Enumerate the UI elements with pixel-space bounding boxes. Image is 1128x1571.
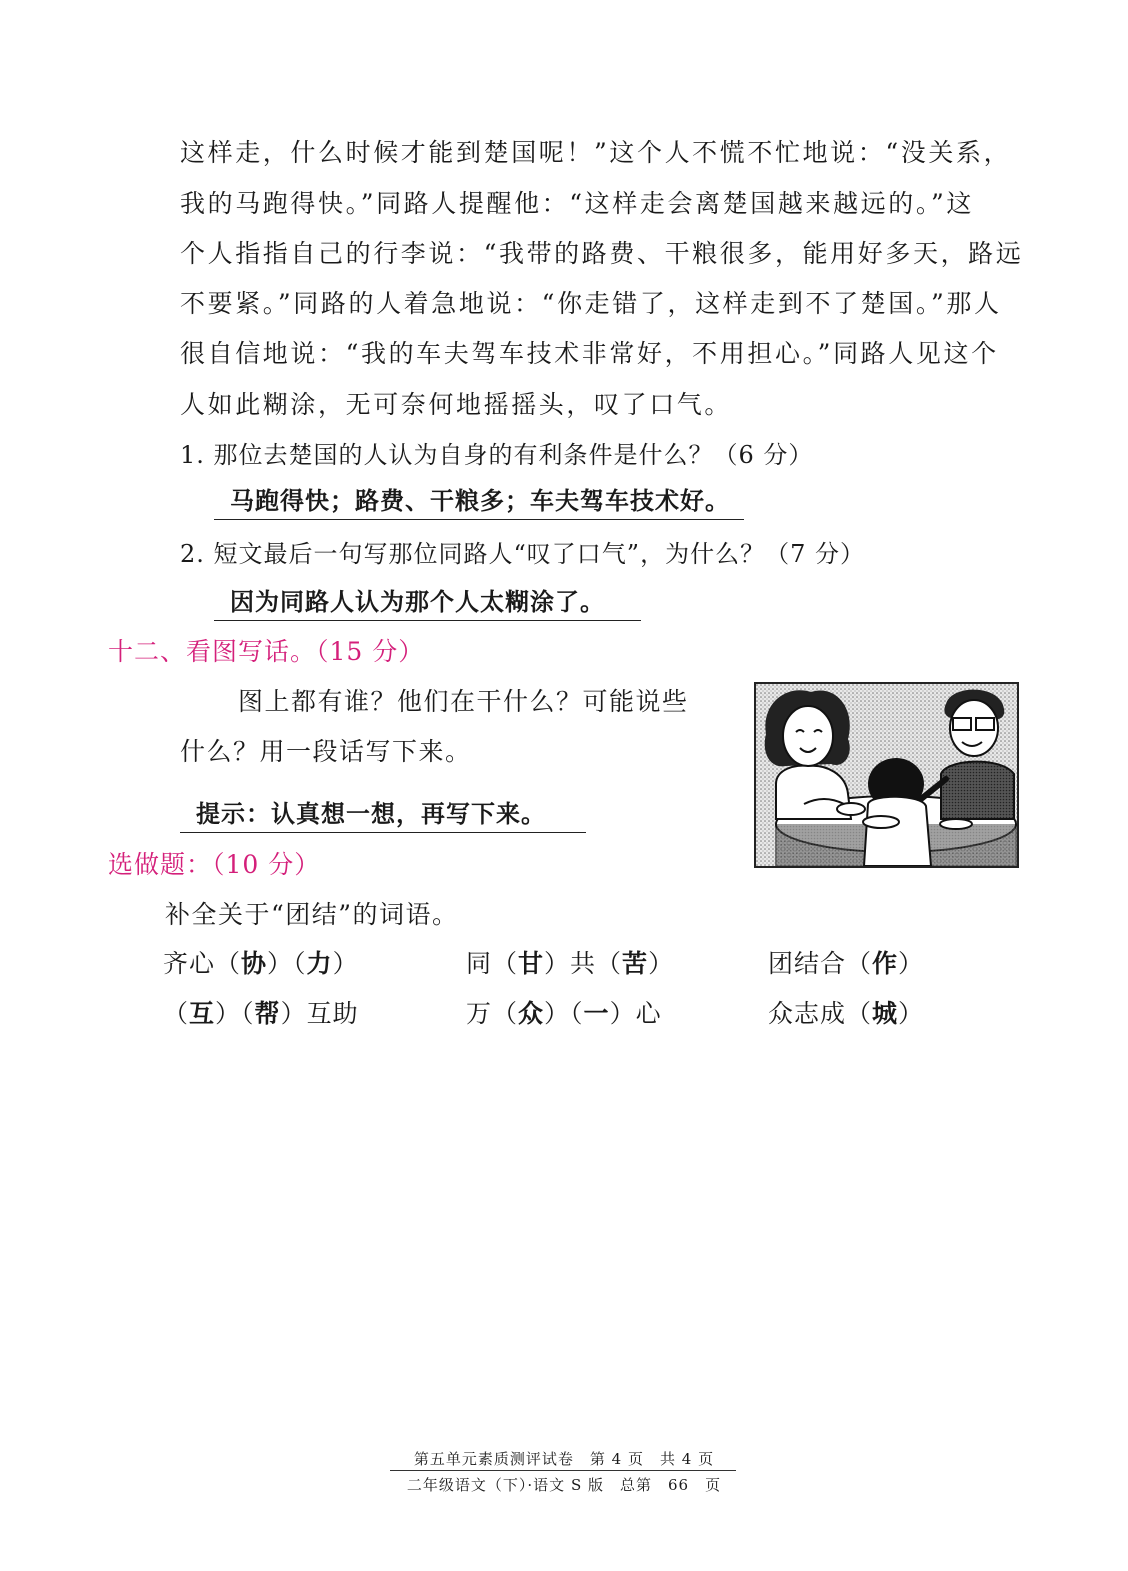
idiom-middle: ）（: [215, 999, 255, 1028]
idiom-prefix: 团结合（: [768, 949, 873, 978]
idiom-prefix: 众志成（: [768, 999, 873, 1028]
idiom-row2-1: [163, 994, 359, 1030]
family-meal-drawing: [756, 684, 1017, 866]
question-2: 2. 短文最后一句写那位同路人“叹了口气”，为什么？（7 分）: [180, 540, 865, 568]
section-12-heading: 十二、看图写话。（15 分）: [108, 637, 425, 666]
question-1: 1. 那位去楚国的人认为自身的有利条件是什么？（6 分）: [180, 441, 814, 469]
idiom-fill: 作: [872, 949, 899, 978]
idiom-middle: ）共（: [544, 949, 623, 978]
idiom-row2-2: [466, 994, 662, 1030]
idiom-prefix: 同（: [466, 949, 519, 978]
story-line-1: 这样走，什么时候才能到楚国呢！”这个人不慌不忙地说：“没关系，: [180, 138, 1012, 167]
answer-1: 马跑得快；路费、干粮多；车夫驾车技术好。: [214, 481, 744, 520]
section-12-prompt-line-2: 什么？用一段话写下来。: [180, 737, 472, 766]
story-line-6: 人如此糊涂，无可奈何地摇摇头，叹了口气。: [180, 390, 733, 419]
idiom-suffix: ）: [898, 999, 925, 1028]
idiom-fill: 协: [241, 949, 268, 978]
idiom-prefix: 齐心（: [163, 949, 242, 978]
footer-divider: [390, 1470, 736, 1471]
answer-2: 因为同路人认为那个人太糊涂了。: [214, 582, 641, 621]
story-line-4: 不要紧。”同路的人着急地说：“你走错了，这样走到不了楚国。”那人: [180, 289, 1002, 318]
idiom-middle: ）（: [544, 999, 584, 1028]
idiom-row1-3: [768, 944, 924, 980]
idiom-fill: 城: [872, 999, 899, 1028]
idiom-prefix: 万（: [466, 999, 519, 1028]
idiom-fill: 互: [189, 999, 216, 1028]
idiom-fill: 甘: [518, 949, 545, 978]
idiom-suffix: ）互助: [280, 999, 359, 1028]
idiom-suffix: ）: [648, 949, 675, 978]
idiom-fill: 帮: [254, 999, 281, 1028]
idiom-fill: 苦: [622, 949, 649, 978]
idiom-fill: 众: [518, 999, 545, 1028]
idiom-middle: ）（: [267, 949, 307, 978]
story-line-3: 个人指指自己的行李说：“我带的路费、干粮很多，能用好多天，路远: [180, 239, 1024, 268]
idiom-row1-2: [466, 944, 674, 980]
family-table-illustration: [754, 682, 1019, 868]
idiom-suffix: ）: [898, 949, 925, 978]
section-12-prompt-line-1: 图上都有谁？他们在干什么？可能说些: [238, 687, 689, 716]
optional-instruction: 补全关于“团结”的词语。: [165, 900, 459, 929]
idiom-row1-1: [163, 944, 359, 980]
idiom-prefix: （: [163, 999, 190, 1028]
idiom-fill: 力: [306, 949, 333, 978]
idiom-suffix: ）心: [609, 999, 662, 1028]
idiom-suffix: ）: [332, 949, 359, 978]
optional-heading: 选做题：（10 分）: [108, 850, 321, 879]
idiom-fill: 一: [583, 999, 610, 1028]
story-line-5: 很自信地说：“我的车夫驾车技术非常好，不用担心。”同路人见这个: [180, 339, 999, 368]
footer-book-info: 二年级语文（下）·语文 S 版 总第 66 页: [406, 1476, 722, 1494]
idiom-row2-3: [768, 994, 924, 1030]
section-12-hint: 提示：认真想一想，再写下来。: [180, 794, 586, 833]
footer-page-info: 第五单元素质测评试卷 第 4 页 共 4 页: [413, 1450, 715, 1468]
story-line-2: 我的马跑得快。”同路人提醒他：“这样走会离楚国越来越远的。”这: [180, 189, 974, 218]
